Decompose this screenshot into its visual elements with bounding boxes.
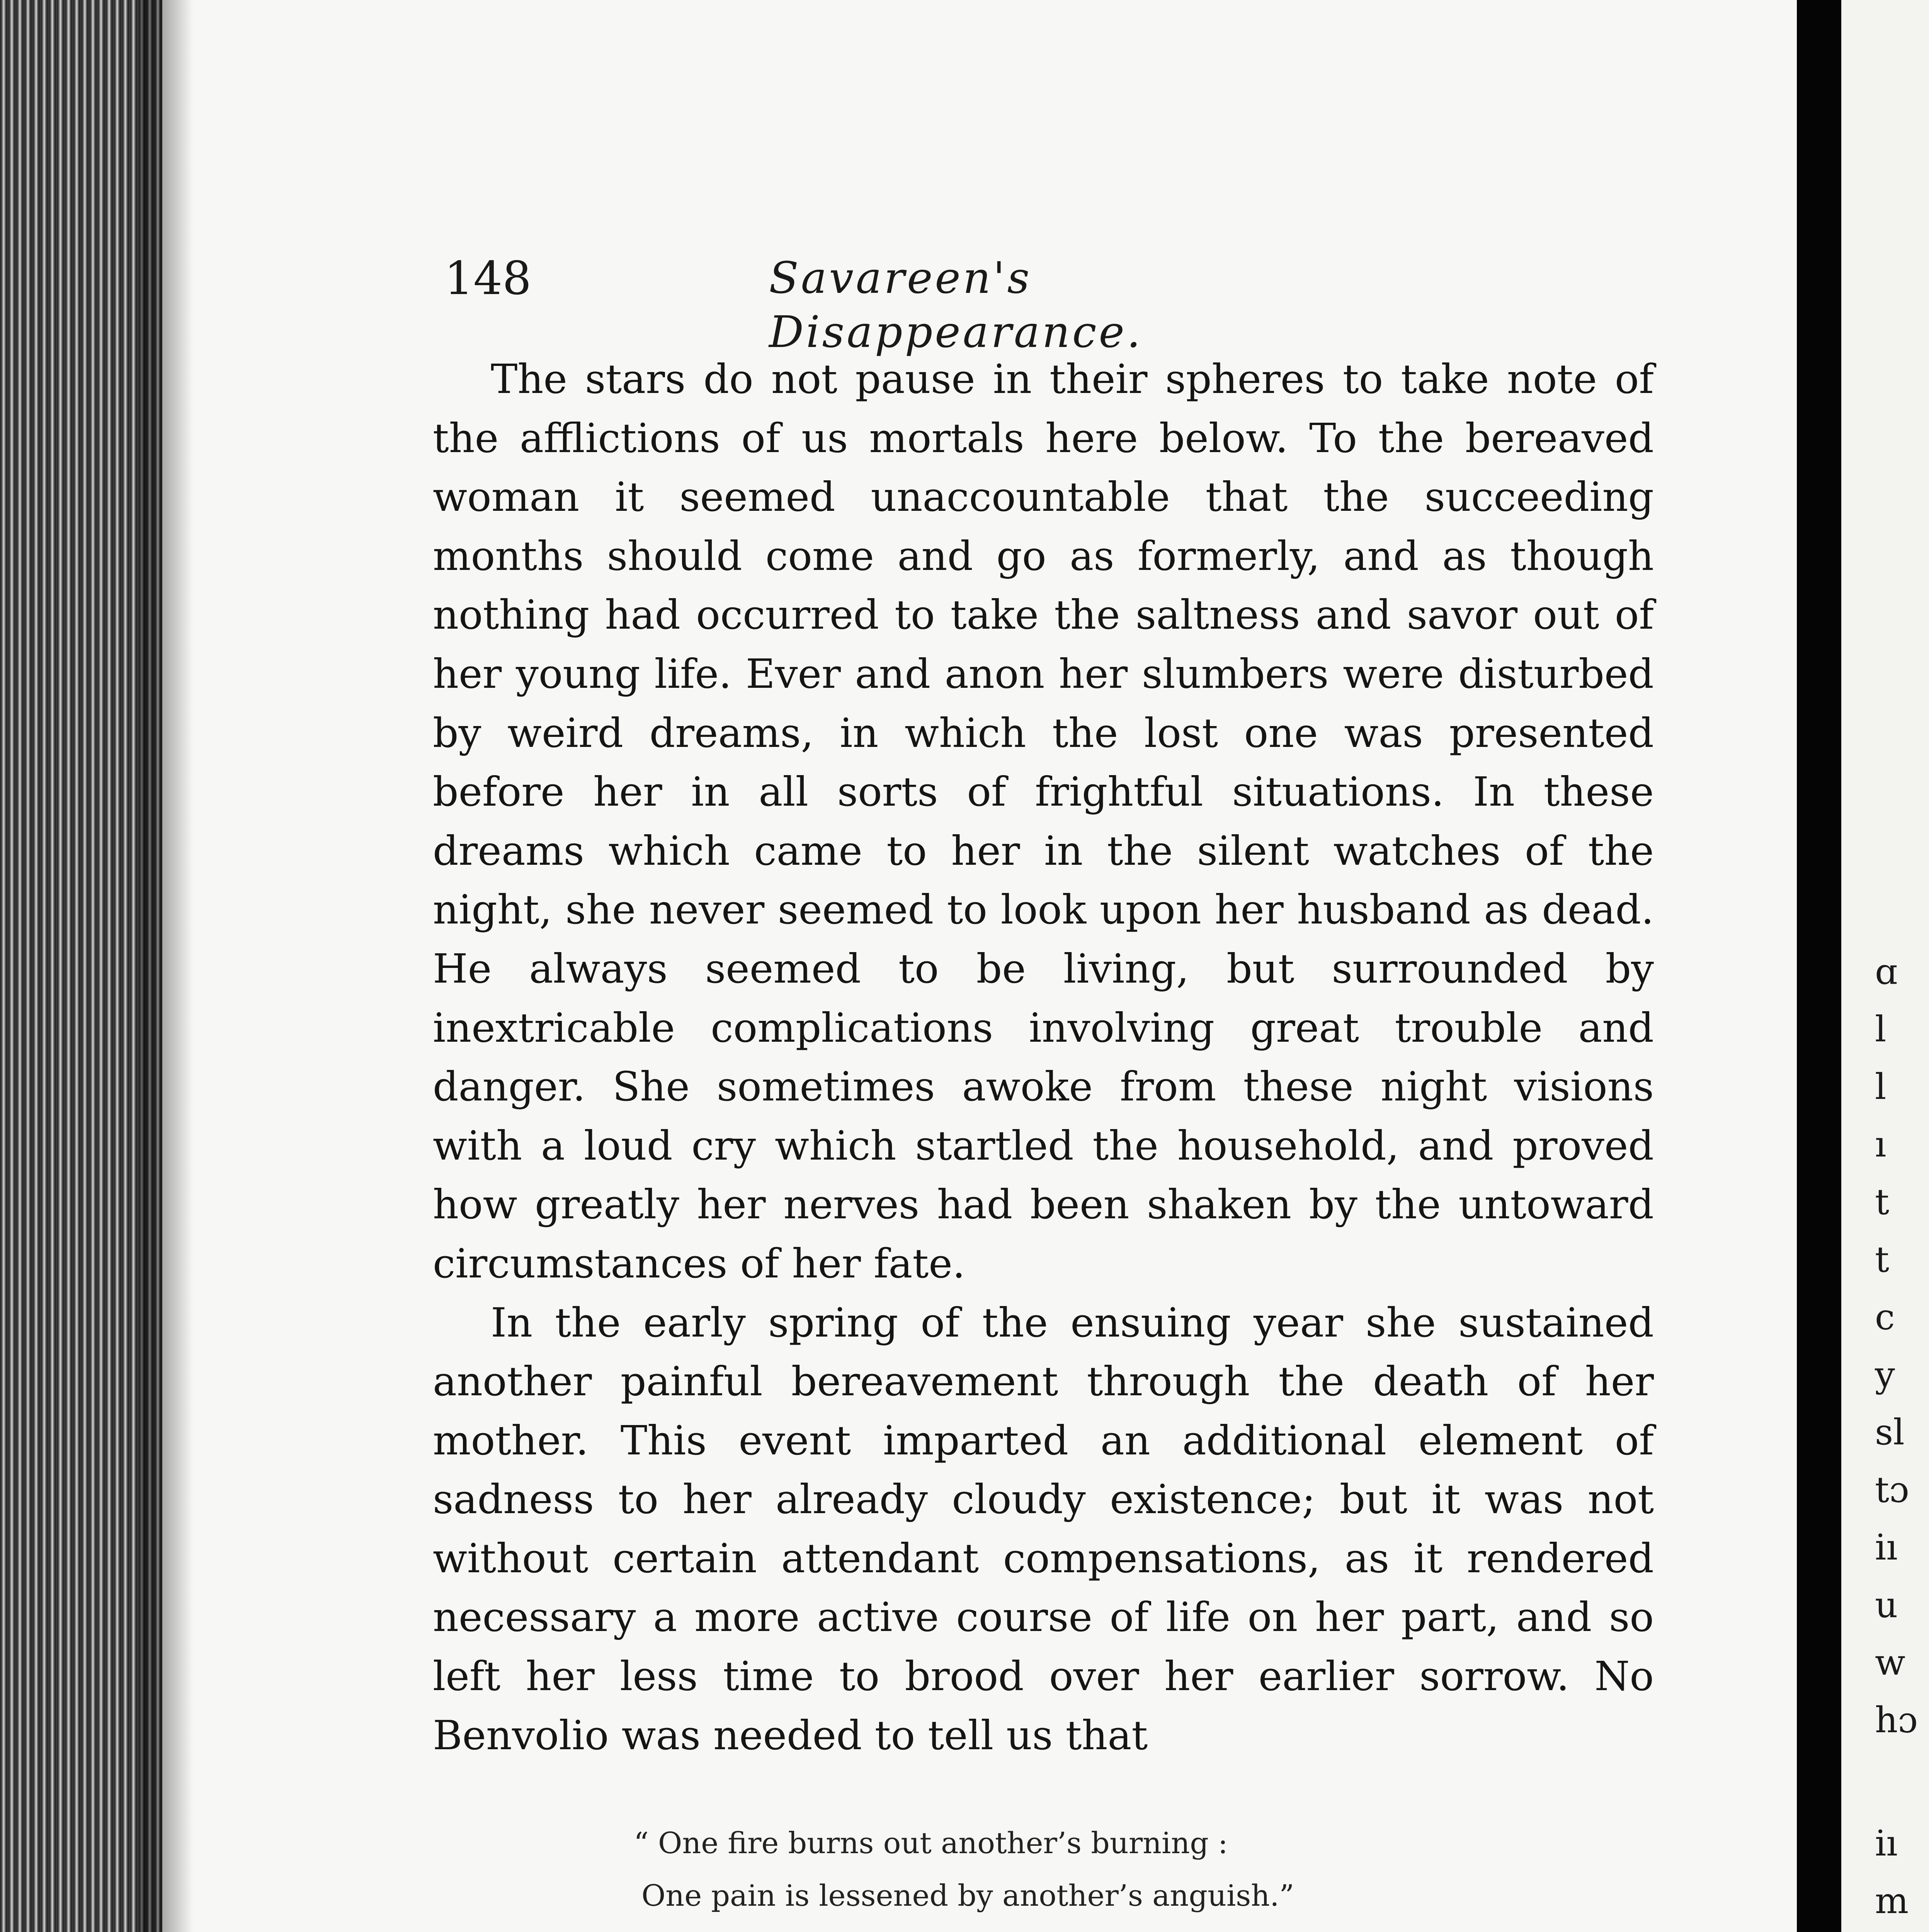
quote-line: One pain is lessened by another’s anguish.” bbox=[641, 1878, 1295, 1913]
running-title: Savareen's Disappearance. bbox=[769, 253, 1143, 357]
text-fragment: ɑ bbox=[1875, 951, 1898, 992]
text-fragment: t bbox=[1875, 1239, 1889, 1280]
text-fragment bbox=[1875, 1930, 1929, 1932]
text-fragment: iı bbox=[1875, 1823, 1898, 1864]
text-fragment: y bbox=[1875, 1354, 1895, 1395]
text-fragment: iı bbox=[1875, 1527, 1898, 1568]
text-fragment: ı bbox=[1875, 1124, 1886, 1165]
running-header bbox=[444, 251, 1383, 357]
text-fragment: c bbox=[1875, 1296, 1895, 1338]
paragraph: The stars do not pause in their spheres to take note of the afflictions of us mortals here below. To the bereaved woman it seemed unaccountable that the succeeding months should come and go as formerly, and as though nothing had occurred to take the saltness and savor out of her young life. Ever and anon her slumbers were disturbed by weird dreams, in which the lost one was presented before her in all sorts of frightful situations. In these dreams which came to her in the silent watches of the night, she never seemed to look upon her husband as dead. He always seemed to be living, but surrounded by inextricable complications involving great trouble and danger. She sometimes awoke from these night visions with a loud cry which startled the household, and proved how greatly her nerves had been shaken by the untoward circumstances of her fate. bbox=[433, 355, 1654, 1287]
adjacent-page-text-fragments bbox=[1875, 943, 1929, 1932]
text-fragment: m bbox=[1875, 1880, 1909, 1922]
book-gutter bbox=[1797, 0, 1841, 1932]
text-fragment: t bbox=[1875, 1181, 1889, 1223]
quote-line: “ One fire burns out another’s burning : bbox=[634, 1826, 1228, 1861]
text-fragment: l bbox=[1875, 1009, 1886, 1050]
text-fragment: u bbox=[1875, 1584, 1898, 1626]
paragraph: In the early spring of the ensuing year she sustained another painful bereavement through the death of her mother. This event imparted an additional element of sadness to her already cloudy existence; but it was not without certain attendant compensations, as it rendered necessary a more active course of life on her part, and so left her less time to brood over her earlier sorrow. No Benvolio was needed to tell us that bbox=[433, 1299, 1654, 1759]
text-fragment: w bbox=[1875, 1642, 1905, 1683]
page-edge-shadow bbox=[139, 0, 193, 1932]
page-body-text bbox=[433, 350, 1654, 1932]
text-fragment: tɔ bbox=[1875, 1469, 1909, 1510]
text-fragment: hɔ bbox=[1875, 1699, 1918, 1741]
page-number: 148 bbox=[444, 252, 532, 305]
text-fragment: l bbox=[1875, 1066, 1886, 1107]
page-stack-edge bbox=[0, 0, 162, 1932]
block-quotation bbox=[433, 1817, 1654, 1922]
text-fragment: sl bbox=[1875, 1412, 1905, 1453]
